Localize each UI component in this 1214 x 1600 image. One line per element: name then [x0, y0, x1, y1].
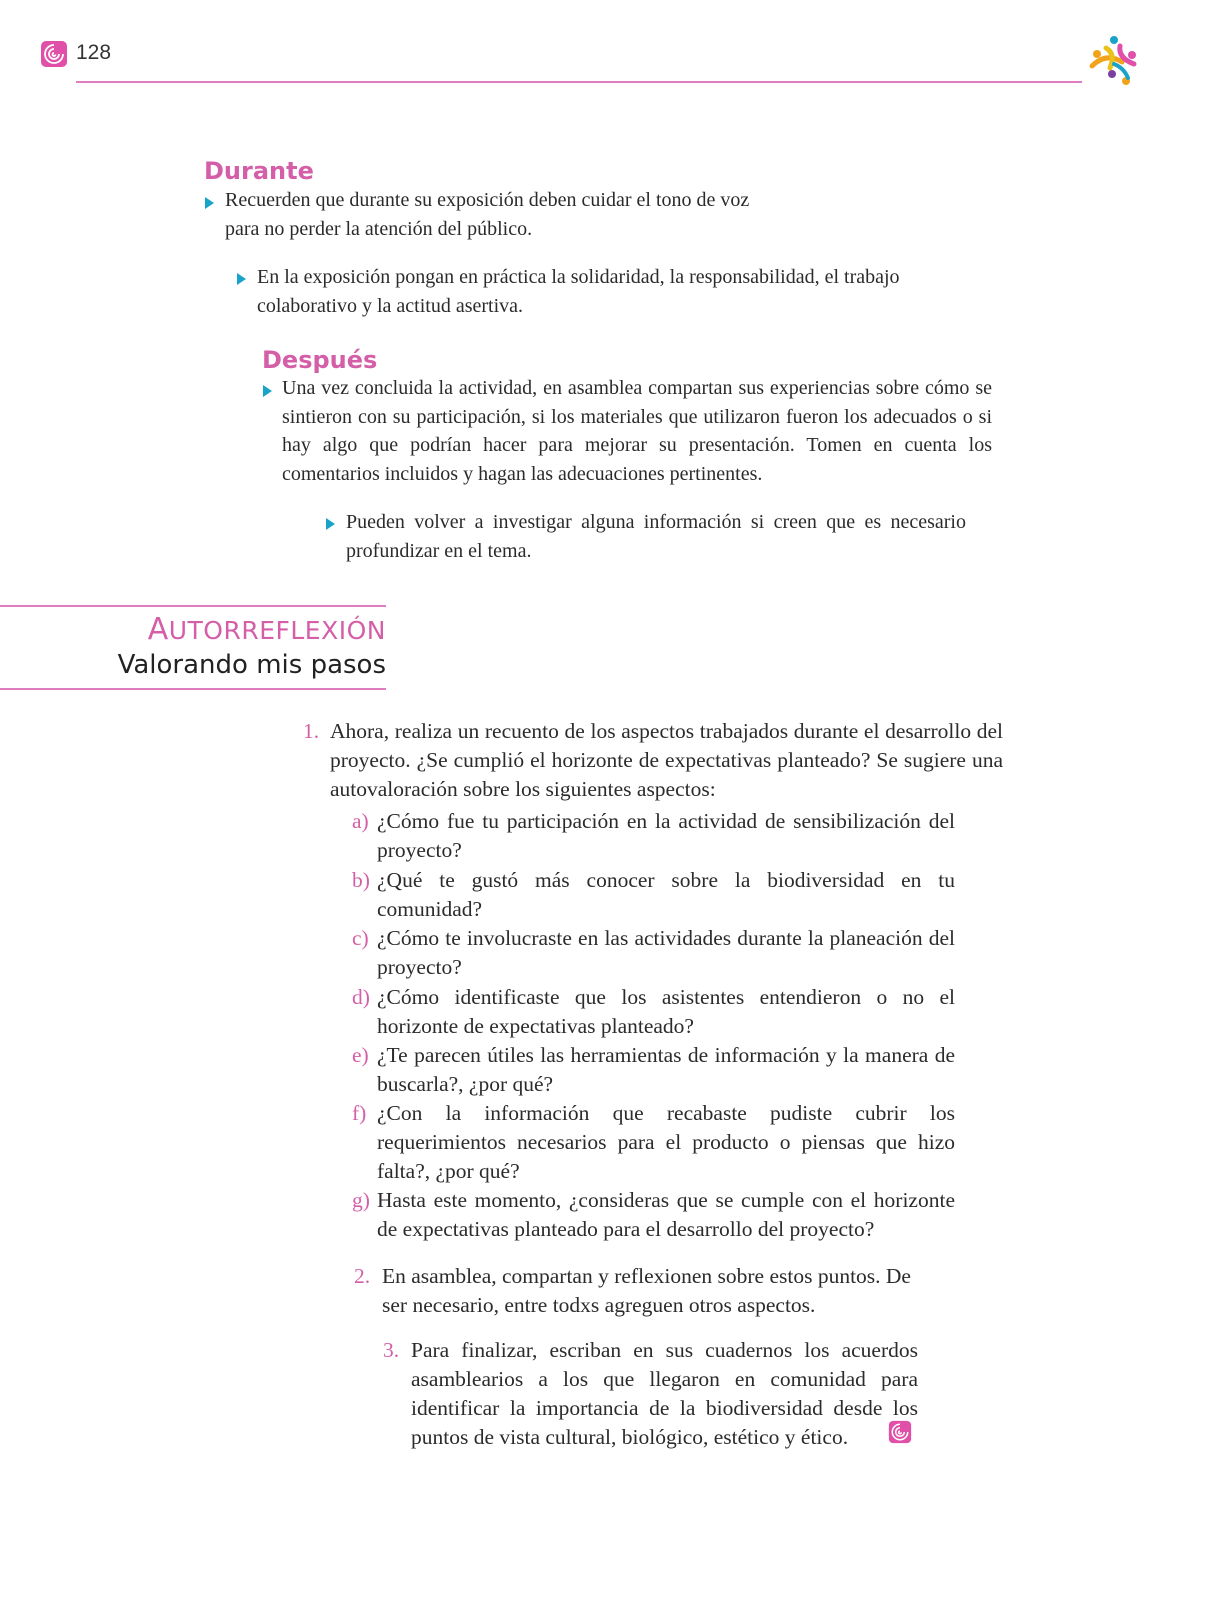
item-label: f) [352, 1101, 367, 1125]
despues-bullet-2: Pueden volver a investigar alguna información si creen que es necesario profundizar en el tema. [346, 511, 966, 562]
question-1-item-c: ¿Cómo te involucraste en las actividades durante la planeación del proyecto? [377, 926, 955, 979]
despues-bullet-1: Una vez concluida la actividad, en asamblea compartan sus experiencias sobre cómo se sintieron con su participación, si los materiales que utilizaron fueron los adecuados o si hay algo que podrían hacer para mejorar su presentación. Tomen en cuenta los comentarios incluidos y hagan las adecuaciones pertinentes. [282, 377, 992, 485]
question-number: 3. [383, 1338, 400, 1362]
question-number: 1. [303, 719, 320, 743]
question-1-item-e: ¿Te parecen útiles las herramientas de información y la manera de buscarla?, ¿por qué? [377, 1043, 955, 1096]
item-label: d) [352, 985, 370, 1009]
colorful-figure-logo-icon [1084, 34, 1142, 88]
item-label: b) [352, 868, 370, 892]
question-2-text: En asamblea, compartan y reflexionen sobre estos puntos. De ser necesario, entre todxs agreguen otros aspectos. [382, 1264, 911, 1317]
bullet-icon [263, 385, 272, 397]
question-number: 2. [354, 1264, 371, 1288]
page-number: 128 [76, 41, 112, 64]
header-rule [76, 81, 1082, 83]
spiral-glyph-icon [40, 40, 68, 68]
durante-bullet-1: Recuerden que durante su exposición deben cuidar el tono de voz para no perder la atención del público. [225, 189, 750, 240]
item-label: c) [352, 926, 369, 950]
item-label: a) [352, 809, 369, 833]
section-subtitle: Valorando mis pasos [117, 650, 386, 680]
section-heading-despues: Después [262, 346, 378, 374]
question-1-item-f: ¿Con la información que recabaste pudiste cubrir los requerimientos necesarios para el producto o piensas que hizo falta?, ¿por qué? [377, 1101, 955, 1183]
question-1-item-a: ¿Cómo fue tu participación en la actividad de sensibilización del proyecto? [377, 809, 955, 862]
item-label: g) [352, 1188, 370, 1212]
question-1-text: Ahora, realiza un recuento de los aspectos trabajados durante el desarrollo del proyecto. ¿Se cumplió el horizonte de expectativas planteado? Se sugiere una autovaloración sobre los siguientes aspectos: [330, 719, 1003, 801]
bullet-icon [205, 197, 214, 209]
durante-bullet-2: En la exposición pongan en práctica la solidaridad, la responsabilidad, el trabajo colaborativo y la actitud asertiva. [257, 266, 900, 317]
bullet-icon [237, 273, 246, 285]
section-rule-top [0, 605, 386, 607]
question-1-item-d: ¿Cómo identificaste que los asistentes entendieron o no el horizonte de expectativas planteado? [377, 985, 955, 1038]
section-heading-durante: Durante [204, 157, 314, 185]
item-label: e) [352, 1043, 369, 1067]
section-rule-bottom [0, 688, 386, 690]
bullet-icon [326, 518, 335, 530]
question-1-item-g: Hasta este momento, ¿consideras que se cumple con el horizonte de expectativas planteado para el desarrollo del proyecto? [377, 1188, 955, 1241]
question-3-text: Para finalizar, escriban en sus cuadernos los acuerdos asamblearios a los que llegaron en comunidad para identificar la importancia de la biodiversidad desde los puntos de vista cultural, biológico, estético y ético. [411, 1338, 918, 1449]
question-1-item-b: ¿Qué te gustó más conocer sobre la biodiversidad en tu comunidad? [377, 868, 955, 921]
section-title-autorreflexion: AUTORREFLEXIÓN [147, 612, 386, 647]
end-spiral-icon [888, 1420, 912, 1444]
